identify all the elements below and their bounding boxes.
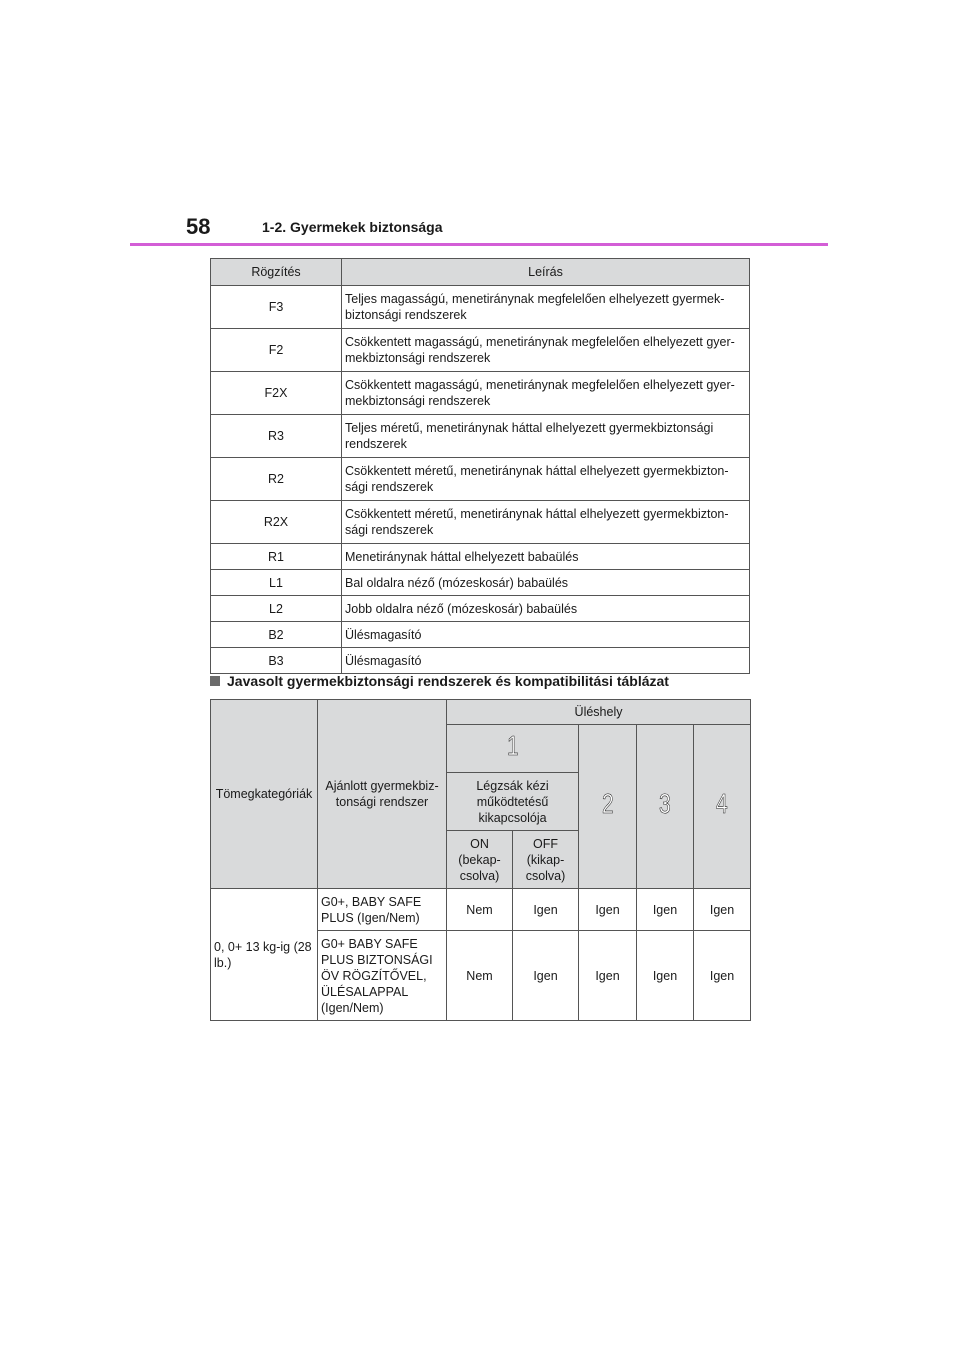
table-row xyxy=(211,596,750,622)
page-number: 58 xyxy=(186,214,211,239)
fixture-code: L1 xyxy=(211,570,342,596)
fixture-code: F3 xyxy=(211,286,342,329)
table-row xyxy=(211,622,750,648)
seat-number-3-icon: 3 xyxy=(659,788,671,819)
fixture-description: Ülésmagasító xyxy=(342,648,750,674)
table-row xyxy=(211,286,750,329)
compatibility-table xyxy=(210,699,751,1021)
table-row xyxy=(211,570,750,596)
seat-position-3 xyxy=(637,725,694,889)
fixture-code: B3 xyxy=(211,648,342,674)
fixture-code: B2 xyxy=(211,622,342,648)
fixture-code: R1 xyxy=(211,544,342,570)
header-divider xyxy=(130,243,828,246)
fixture-description: Jobb oldalra néző (mózeskosár) babaülés xyxy=(342,596,750,622)
table-row xyxy=(211,458,750,501)
position-3-cell: Igen xyxy=(637,889,694,931)
bullet-square-icon xyxy=(210,676,220,686)
on-cell: Nem xyxy=(447,931,513,1021)
seat-position-1 xyxy=(447,725,579,773)
fixture-description: Csökkentett méretű, menetiránynak háttal elhelyezett gyermekbizton-sági rendszerek xyxy=(342,501,750,544)
seat-position-2 xyxy=(579,725,637,889)
seat-number-4-icon: 4 xyxy=(716,788,728,819)
fixture-description: Ülésmagasító xyxy=(342,622,750,648)
fixture-description: Csökkentett magasságú, menetiránynak megfelelően elhelyezett gyer-mekbiztonsági rendszerek xyxy=(342,372,750,415)
table-row xyxy=(211,329,750,372)
fixture-description: Csökkentett magasságú, menetiránynak megfelelően elhelyezett gyer-mekbiztonsági rendszerek xyxy=(342,329,750,372)
fixture-description: Teljes magasságú, menetiránynak megfelelően elhelyezett gyermek-biztonsági rendszerek xyxy=(342,286,750,329)
fixture-description: Csökkentett méretű, menetiránynak háttal elhelyezett gyermekbizton-sági rendszerek xyxy=(342,458,750,501)
airbag-on-header: ON (bekap-csolva) xyxy=(447,831,513,889)
col-header-fixture: Rögzítés xyxy=(211,259,342,286)
subheading-text: Javasolt gyermekbiztonsági rendszerek és kompatibilitási táblázat xyxy=(227,673,669,689)
fixture-description: Bal oldalra néző (mózeskosár) babaülés xyxy=(342,570,750,596)
section-title: 1-2. Gyermekek biztonsága xyxy=(262,219,443,235)
system-cell: G0+ BABY SAFE PLUS BIZTONSÁGI ÖV RÖGZÍTŐVEL, ÜLÉSALAPPAL (Igen/Nem) xyxy=(318,931,447,1021)
fixture-table xyxy=(210,258,750,674)
recommended-system-header: Ajánlott gyermekbiz-tonsági rendszer xyxy=(318,700,447,889)
position-2-cell: Igen xyxy=(579,931,637,1021)
table-header-row xyxy=(211,259,750,286)
seat-position-4 xyxy=(694,725,751,889)
col-header-description: Leírás xyxy=(342,259,750,286)
position-4-cell: Igen xyxy=(694,931,751,1021)
fixture-code: R2 xyxy=(211,458,342,501)
seat-position-header: Üléshely xyxy=(447,700,751,725)
fixture-code: R3 xyxy=(211,415,342,458)
position-3-cell: Igen xyxy=(637,931,694,1021)
table-header-row xyxy=(211,700,751,725)
table-row xyxy=(211,889,751,931)
position-4-cell: Igen xyxy=(694,889,751,931)
fixture-code: F2X xyxy=(211,372,342,415)
table-row xyxy=(211,648,750,674)
table-row xyxy=(211,501,750,544)
on-cell: Nem xyxy=(447,889,513,931)
seat-number-1-icon: 1 xyxy=(506,730,519,761)
weight-group-cell: 0, 0+ 13 kg-ig (28 lb.) xyxy=(211,889,318,1021)
system-cell: G0+, BABY SAFE PLUS (Igen/Nem) xyxy=(318,889,447,931)
table-row xyxy=(211,544,750,570)
fixture-code: L2 xyxy=(211,596,342,622)
seat-number-2-icon: 2 xyxy=(601,788,614,819)
weight-category-header: Tömegkategóriák xyxy=(211,700,318,889)
fixture-description: Teljes méretű, menetiránynak háttal elhelyezett gyermekbiztonsági rendszerek xyxy=(342,415,750,458)
table-row xyxy=(211,415,750,458)
fixture-description: Menetiránynak háttal elhelyezett babaülés xyxy=(342,544,750,570)
airbag-off-header: OFF (kikap-csolva) xyxy=(513,831,579,889)
off-cell: Igen xyxy=(513,889,579,931)
table-row xyxy=(211,372,750,415)
airbag-switch-header: Légzsák kézi működtetésű kikapcsolója xyxy=(447,773,579,831)
page-header xyxy=(0,0,960,260)
fixture-code: R2X xyxy=(211,501,342,544)
fixture-code: F2 xyxy=(211,329,342,372)
off-cell: Igen xyxy=(513,931,579,1021)
section-subheading xyxy=(210,673,669,689)
position-2-cell: Igen xyxy=(579,889,637,931)
